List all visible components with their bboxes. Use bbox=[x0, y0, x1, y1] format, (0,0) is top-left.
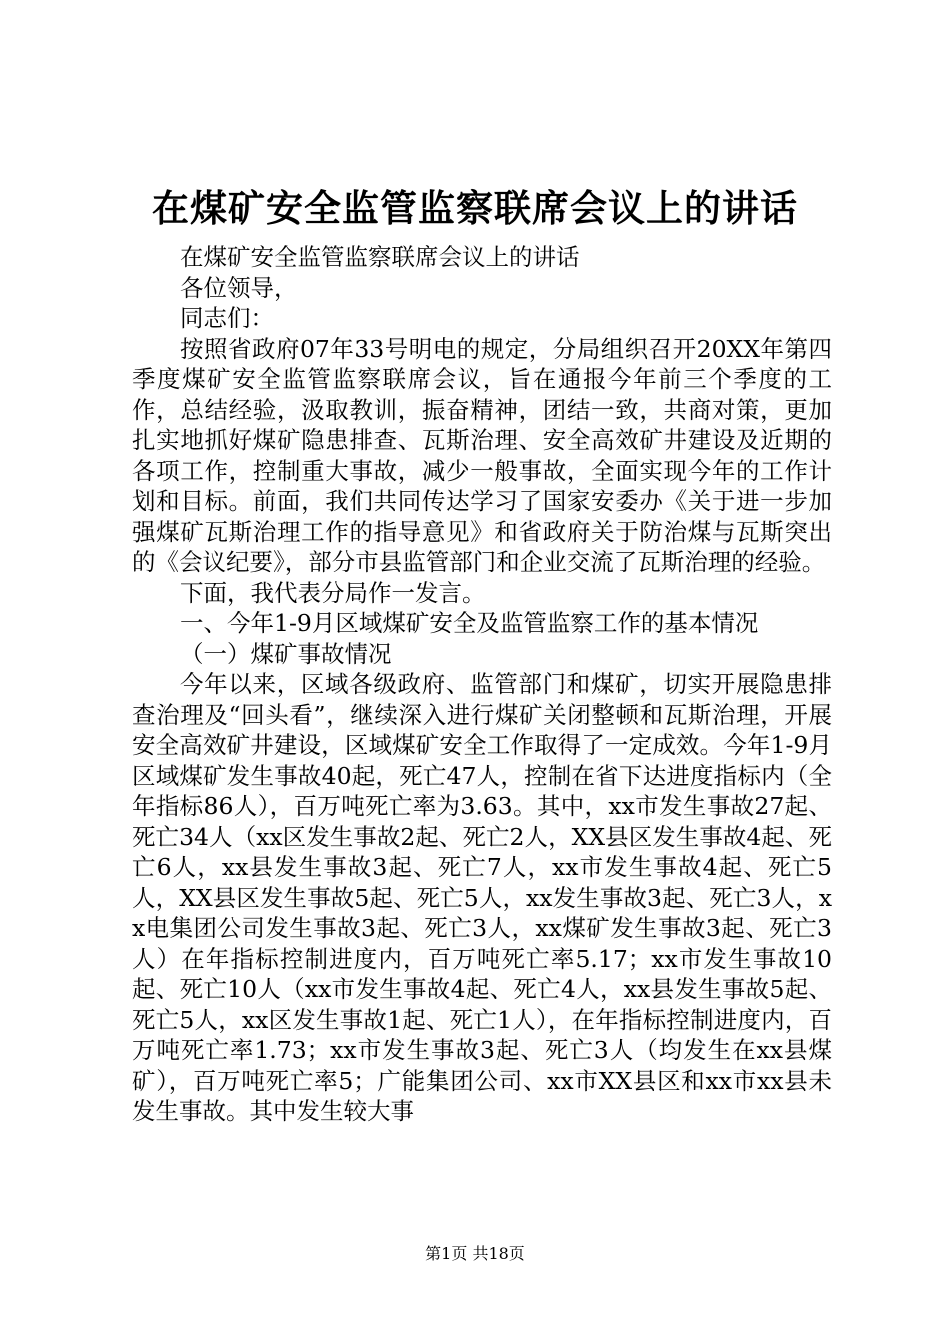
subsection-heading: （一）煤矿事故情况 bbox=[180, 639, 392, 668]
body-paragraph: 今年以来，区域各级政府、监管部门和煤矿，切实开展隐患排查治理及“回头看”，继续深入进行煤矿关闭整顿和瓦斯治理，开展安全高效矿井建设，区域煤矿安全工作取得了一定成效。今年1-9月区域煤矿发生事故40起，死亡47人，控制在省下达进度指标内（全年指标86人），百万吨死亡率为3.63。其中，xx市发生事故27起、死亡34人（xx区发生事故2起、死亡2人，XX县区发生事故4起、死亡6人，xx县发生事故3起、死亡7人，xx市发生事故4起、死亡5人，XX县区发生事故5起、死亡5人，xx发生事故3起、死亡3人，xx电集团公司发生事故3起、死亡3人，xx煤矿发生事故3起、死亡3人）在年指标控制进度内，百万吨死亡率5.17；xx市发生事故10起、死亡10人（xx市发生事故4起、死亡4人，xx县发生事故5起、死亡5人，xx区发生事故1起、死亡1人），在年指标控制进度内，百万吨死亡率1.73；xx市发生事故3起、死亡3人（均发生在xx县煤矿），百万吨死亡率5；广能集团公司、xx市XX县区和xx市xx县未发生事故。其中发生较大事 bbox=[132, 670, 832, 1125]
section-heading: 一、今年1-9月区域煤矿安全及监管监察工作的基本情况 bbox=[180, 609, 759, 637]
document-body bbox=[132, 242, 832, 1127]
body-paragraph: 按照省政府07年33号明电的规定，分局组织召开20XX年第四季度煤矿安全监管监察联席会议，旨在通报今年前三个季度的工作，总结经验，汲取教训，振奋精神，团结一致，共商对策，更加扎实地抓好煤矿隐患排查、瓦斯治理、安全高效矿井建设及近期的各项工作，控制重大事故，减少一般事故，全面实现今年的工作计划和目标。前面，我们共同传达学习了国家安委办《关于进一步加强煤矿瓦斯治理工作的指导意见》和省政府关于防治煤与瓦斯突出的《会议纪要》，部分市县监管部门和企业交流了瓦斯治理的经验。 bbox=[132, 334, 832, 576]
salutation-paragraph: 各位领导， bbox=[180, 273, 298, 302]
page-footer: 第1页 共18页 bbox=[425, 1244, 525, 1263]
body-paragraph: 下面，我代表分局作一发言。 bbox=[180, 578, 486, 607]
document-title: 在煤矿安全监管监察联席会议上的讲话 bbox=[152, 186, 798, 230]
subtitle-paragraph: 在煤矿安全监管监察联席会议上的讲话 bbox=[180, 243, 580, 271]
salutation-paragraph: 同志们： bbox=[180, 304, 274, 332]
